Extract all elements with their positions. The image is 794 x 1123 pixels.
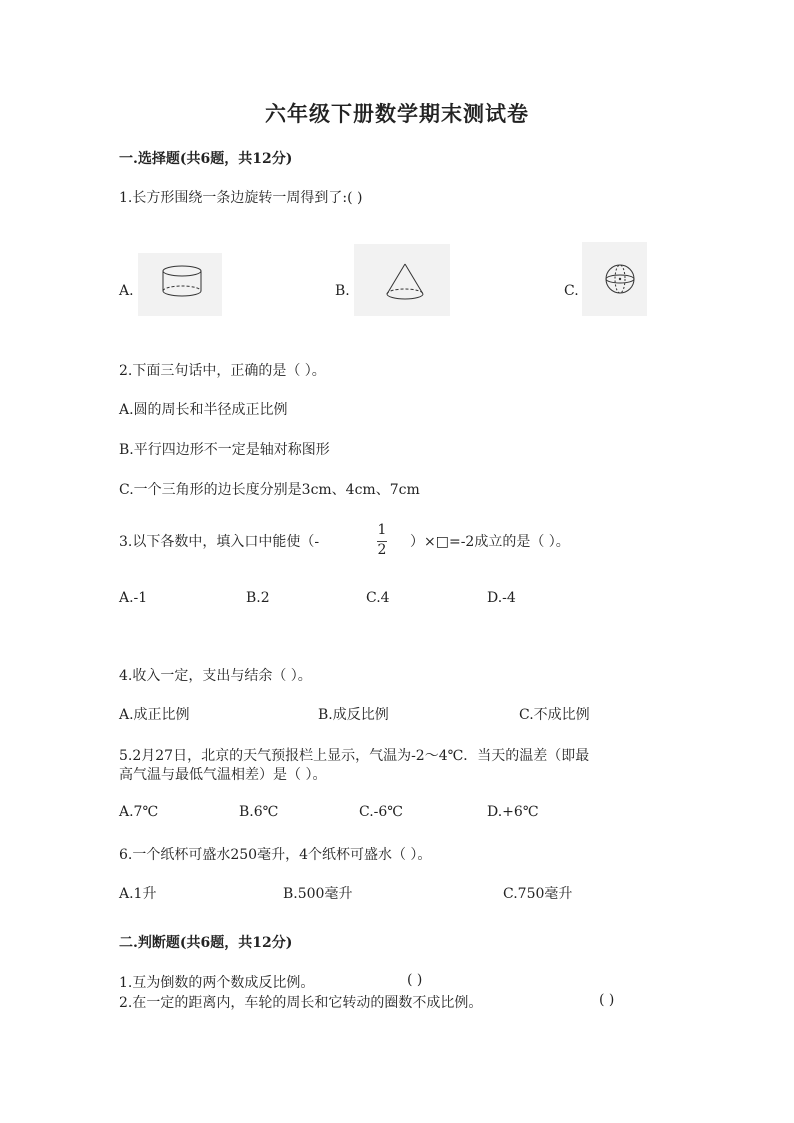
q1-option-c-label: C. (564, 283, 579, 299)
q4-option-b: B.成反比例 (318, 707, 389, 723)
fraction-numerator: 1 (377, 522, 387, 538)
q3-option-d: D.-4 (487, 590, 516, 606)
q1-option-a-label: A. (119, 283, 134, 299)
q3-option-a: A.-1 (119, 590, 148, 606)
judgement-item-2: 2.在一定的距离内，车轮的周长和它转动的圈数不成比例。 (119, 995, 483, 1011)
section-heading-judgement: 二.判断题(共6题，共12分) (119, 935, 293, 951)
judgement-item-2-blank: ( ) (599, 992, 615, 1008)
judgement-item-1-blank: ( ) (407, 972, 423, 988)
sphere-icon (582, 242, 647, 316)
q5-option-b: B.6℃ (239, 804, 279, 820)
q1-option-b-label: B. (335, 283, 350, 299)
q4-option-c: C.不成比例 (519, 707, 590, 723)
question-3-part1: 3.以下各数中，填入口中能使（- (119, 534, 320, 550)
fraction-denominator: 2 (377, 542, 387, 558)
q6-option-a: A.1升 (119, 886, 157, 902)
cone-icon (354, 244, 450, 316)
q4-option-a: A.成正比例 (119, 707, 190, 723)
q5-option-a: A.7℃ (119, 804, 159, 820)
question-2: 2.下面三句话中，正确的是（ ）。 (119, 363, 326, 379)
q5-option-c: C.-6℃ (359, 804, 403, 820)
section-heading-choice: 一.选择题(共6题，共12分) (119, 151, 293, 167)
q2-option-a: A.圆的周长和半径成正比例 (119, 402, 288, 418)
question-1: 1.长方形围绕一条边旋转一周得到了:( ) (119, 190, 363, 206)
cylinder-icon (138, 253, 222, 316)
question-3-part2: ）×□=-2成立的是（ ）。 (410, 534, 570, 550)
q2-option-b: B.平行四边形不一定是轴对称图形 (119, 442, 330, 458)
judgement-item-1: 1.互为倒数的两个数成反比例。 (119, 975, 315, 991)
q3-option-b: B.2 (246, 590, 270, 606)
q6-option-b: B.500毫升 (283, 886, 353, 902)
question-5-line1: 5.2月27日，北京的天气预报栏上显示，气温为-2～4℃．当天的温差（即最 (119, 748, 590, 764)
question-6: 6.一个纸杯可盛水250毫升，4个纸杯可盛水（ ）。 (119, 847, 432, 863)
q2-option-c: C.一个三角形的边长度分别是3cm、4cm、7cm (119, 482, 420, 498)
page-title: 六年级下册数学期末测试卷 (265, 101, 529, 126)
question-5-line2: 高气温与最低气温相差）是（ ）。 (119, 767, 327, 783)
q6-option-c: C.750毫升 (503, 886, 573, 902)
q5-option-d: D.+6℃ (487, 804, 539, 820)
question-4: 4.收入一定，支出与结余（ ）。 (119, 668, 312, 684)
q3-option-c: C.4 (366, 590, 390, 606)
